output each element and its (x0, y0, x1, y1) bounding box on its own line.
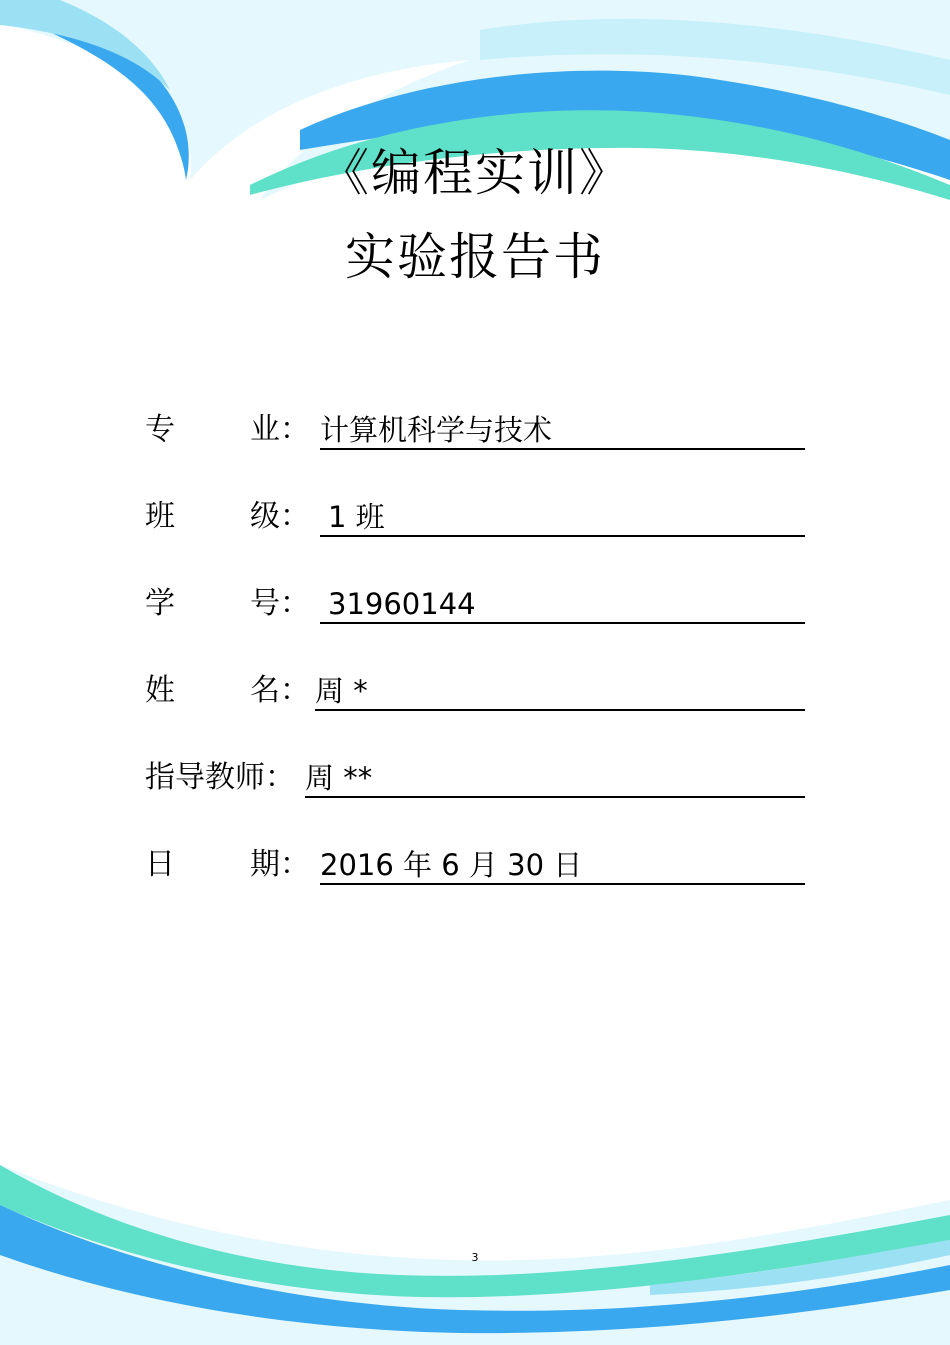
field-class (145, 497, 805, 537)
label-char-2: 业： (250, 412, 310, 447)
field-student-id (145, 584, 805, 624)
report-title-course: 《编程实训》 (319, 144, 631, 202)
label-char-1: 班 (145, 499, 175, 534)
field-advisor (145, 758, 805, 798)
field-label (145, 497, 320, 537)
student-id-value: 31960144 (320, 584, 805, 624)
advisor-value: 周 ** (305, 758, 805, 798)
label-char-1: 姓 (145, 673, 175, 708)
label-char-1: 学 (145, 586, 175, 621)
name-value: 周 * (315, 671, 805, 711)
advisor-label: 指导教师： (145, 760, 295, 795)
field-label (145, 671, 320, 711)
label-char-2: 级： (250, 499, 310, 534)
major-value: 计算机科学与技术 (320, 410, 805, 450)
label-char-2: 名： (250, 673, 310, 708)
field-major (145, 410, 805, 450)
report-title-document: 实验报告书 (345, 228, 605, 286)
label-char-1: 日 (145, 847, 175, 882)
date-value: 2016 年 6 月 30 日 (320, 845, 805, 885)
field-date (145, 845, 805, 885)
label-char-2: 期： (250, 847, 310, 882)
field-label (145, 845, 320, 885)
field-name (145, 671, 805, 711)
field-label (145, 584, 320, 624)
bottom-wave-decoration (0, 1145, 950, 1345)
label-char-2: 号： (250, 586, 310, 621)
class-value: 1 班 (320, 497, 805, 537)
field-label (145, 410, 320, 450)
label-char-1: 专 (145, 412, 175, 447)
page-number: 3 (471, 1251, 479, 1264)
field-label (145, 758, 320, 798)
